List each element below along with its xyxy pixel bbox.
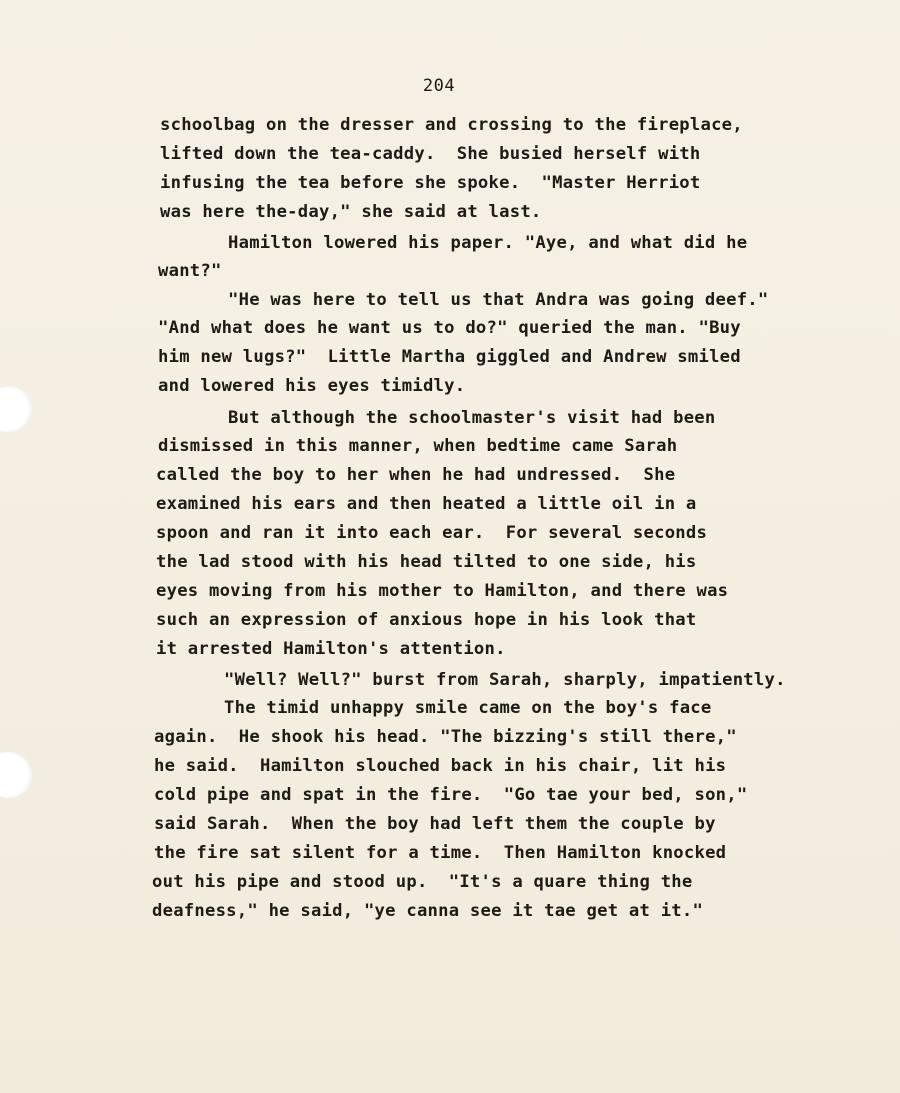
punch-hole bbox=[0, 386, 32, 432]
text-line: he said. Hamilton slouched back in his chair, lit his bbox=[154, 756, 727, 776]
text-line: schoolbag on the dresser and crossing to the fireplace, bbox=[160, 115, 743, 135]
text-line: was here the-day," she said at last. bbox=[160, 202, 542, 222]
text-line: the lad stood with his head tilted to one side, his bbox=[156, 552, 697, 572]
text-line: deafness," he said, "ye canna see it tae get at it." bbox=[152, 901, 704, 921]
text-line: dismissed in this manner, when bedtime came Sarah bbox=[158, 436, 678, 456]
text-line: examined his ears and then heated a little oil in a bbox=[156, 494, 697, 514]
text-line: lifted down the tea-caddy. She busied herself with bbox=[160, 144, 701, 164]
text-line: infusing the tea before she spoke. "Master Herriot bbox=[160, 173, 701, 193]
punch-hole bbox=[0, 752, 32, 798]
text-line: it arrested Hamilton's attention. bbox=[156, 639, 506, 659]
text-line: But although the schoolmaster's visit had been bbox=[228, 408, 716, 428]
page-number: 204 bbox=[422, 76, 456, 96]
text-line: spoon and ran it into each ear. For several seconds bbox=[156, 523, 708, 543]
text-line: and lowered his eyes timidly. bbox=[158, 376, 466, 396]
text-line: "And what does he want us to do?" queried the man. "Buy bbox=[158, 318, 741, 338]
text-line: said Sarah. When the boy had left them the couple by bbox=[154, 814, 716, 834]
text-line: again. He shook his head. "The bizzing's still there," bbox=[154, 727, 737, 747]
text-line: called the boy to her when he had undressed. She bbox=[156, 465, 676, 485]
text-line: out his pipe and stood up. "It's a quare thing the bbox=[152, 872, 693, 892]
text-line: the fire sat silent for a time. Then Hamilton knocked bbox=[154, 843, 727, 863]
text-line: "He was here to tell us that Andra was going deef." bbox=[228, 290, 769, 310]
text-line: "Well? Well?" burst from Sarah, sharply, impatiently. bbox=[224, 670, 786, 690]
text-line: him new lugs?" Little Martha giggled and Andrew smiled bbox=[158, 347, 741, 367]
text-line: want?" bbox=[158, 261, 222, 281]
text-line: Hamilton lowered his paper. "Aye, and what did he bbox=[228, 233, 748, 253]
text-line: The timid unhappy smile came on the boy's face bbox=[224, 698, 712, 718]
text-line: cold pipe and spat in the fire. "Go tae your bed, son," bbox=[154, 785, 748, 805]
text-line: eyes moving from his mother to Hamilton, and there was bbox=[156, 581, 729, 601]
text-line: such an expression of anxious hope in his look that bbox=[156, 610, 697, 630]
